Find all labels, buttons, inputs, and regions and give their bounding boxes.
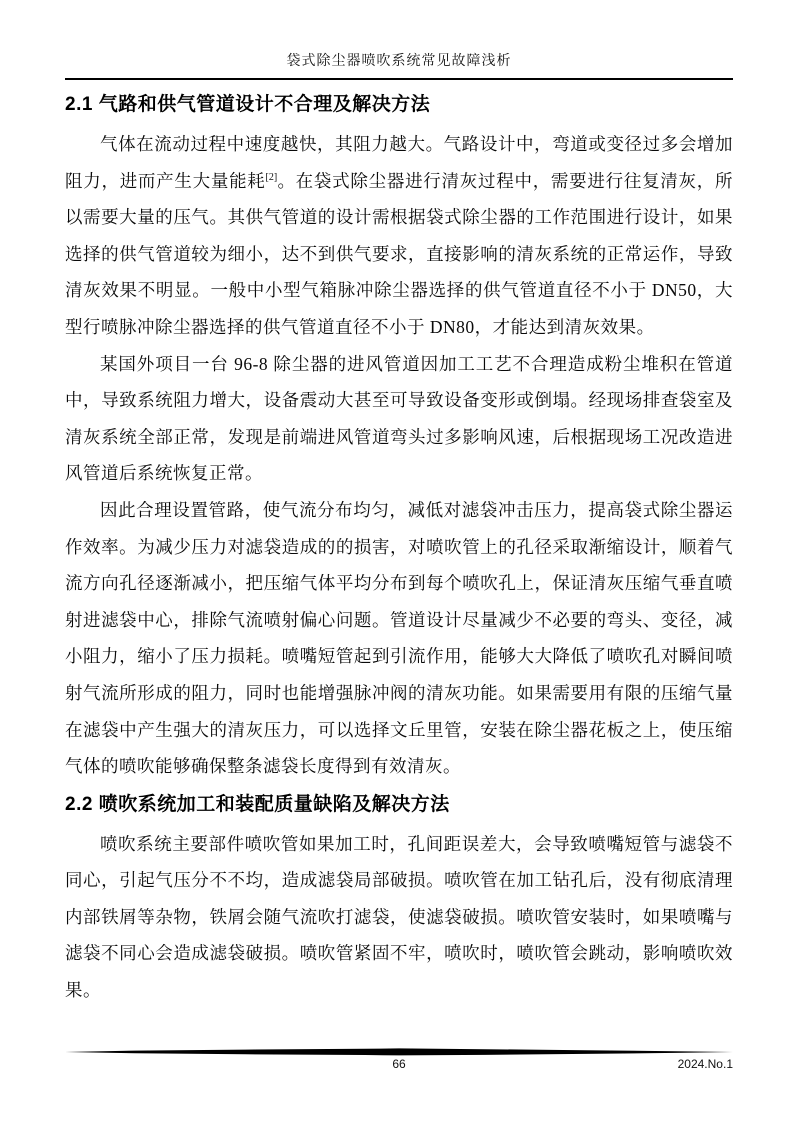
section-heading-2-2: 2.2 喷吹系统加工和装配质量缺陷及解决方法 <box>65 793 450 815</box>
section-gap <box>65 785 733 787</box>
paragraph <box>65 126 733 346</box>
article-body <box>65 87 733 1009</box>
citation-superscript: [2] <box>265 171 278 183</box>
footer-rule <box>65 1048 733 1056</box>
paragraph: 喷吹系统主要部件喷吹管如果加工时，孔间距误差大，会导致喷嘴短管与滤袋不同心，引起气压分不不均，造成滤袋局部破损。喷吹管在加工钻孔后，没有彻底清理内部铁屑等杂物，铁屑会随气流吹打滤袋，使滤袋破损。喷吹管安装时，如果喷嘴与滤袋不同心会造成滤袋破损。喷吹管紧固不牢，喷吹时，喷吹管会跳动，影响喷吹效果。 <box>65 833 733 1001</box>
paragraph: 某国外项目一台 96-8 除尘器的进风管道因加工工艺不合理造成粉尘堆积在管道中，导致系统阻力增大，设备震动大甚至可导致设备变形或倒塌。经现场排查袋室及清灰系统全部正常，发现是前端进风管道弯头过多影响风速，后根据现场工况改造进风管道后系统恢复正常。 <box>65 353 733 484</box>
header-rule <box>65 78 733 80</box>
paragraph-text: 。在袋式除尘器进行清灰过程中，需要进行往复清灰，所以需要大量的压气。其供气管道的设计需根据袋式除尘器的工作范围进行设计，如果选择的供气管道较为细小，达不到供气要求，直接影响的清灰系统的正常运作，导致清灰效果不明显。一般中小型气箱脉冲除尘器选择的供气管道直径不小于 DN50，大型行喷脉冲除尘器选择的供气管道直径不小于 DN80，才能达到清灰效果。 <box>65 170 734 337</box>
paragraph: 因此合理设置管路，使气流分布均匀，减低对滤袋冲击压力，提高袋式除尘器运作效率。为减少压力对滤袋造成的的损害，对喷吹管上的孔径采取渐缩设计，顺着气流方向孔径逐渐减小，把压缩气体平均分布到每个喷吹孔上，保证清灰压缩气垂直喷射进滤袋中心，排除气流喷射偏心问题。管道设计尽量减少不必要的弯头、变径，减小阻力，缩小了压力损耗。喷嘴短管起到引流作用，能够大大降低了喷吹孔对瞬间喷射气流所形成的阻力，同时也能增强脉冲阀的清灰功能。如果需要用有限的压缩气量在滤袋中产生强大的清灰压力，可以选择文丘里管，安装在除尘器花板之上，使压缩气体的喷吹能够确保整条滤袋长度得到有效清灰。 <box>65 499 733 777</box>
footer-rule-shape <box>65 1048 733 1056</box>
footer <box>65 1057 733 1075</box>
section-heading-2-1: 2.1 气路和供气管道设计不合理及解决方法 <box>65 94 431 115</box>
page-number: 66 <box>392 1057 406 1071</box>
paragraph-text: 气体在流动过程中速度越快，其阻力越大。气路设计中，弯道或变径过多会增加阻力，进而产生大量能耗 <box>65 134 733 191</box>
issue-label: 2024.No.1 <box>677 1057 733 1071</box>
running-title: 袋式除尘器喷吹系统常见故障浅析 <box>286 54 512 69</box>
